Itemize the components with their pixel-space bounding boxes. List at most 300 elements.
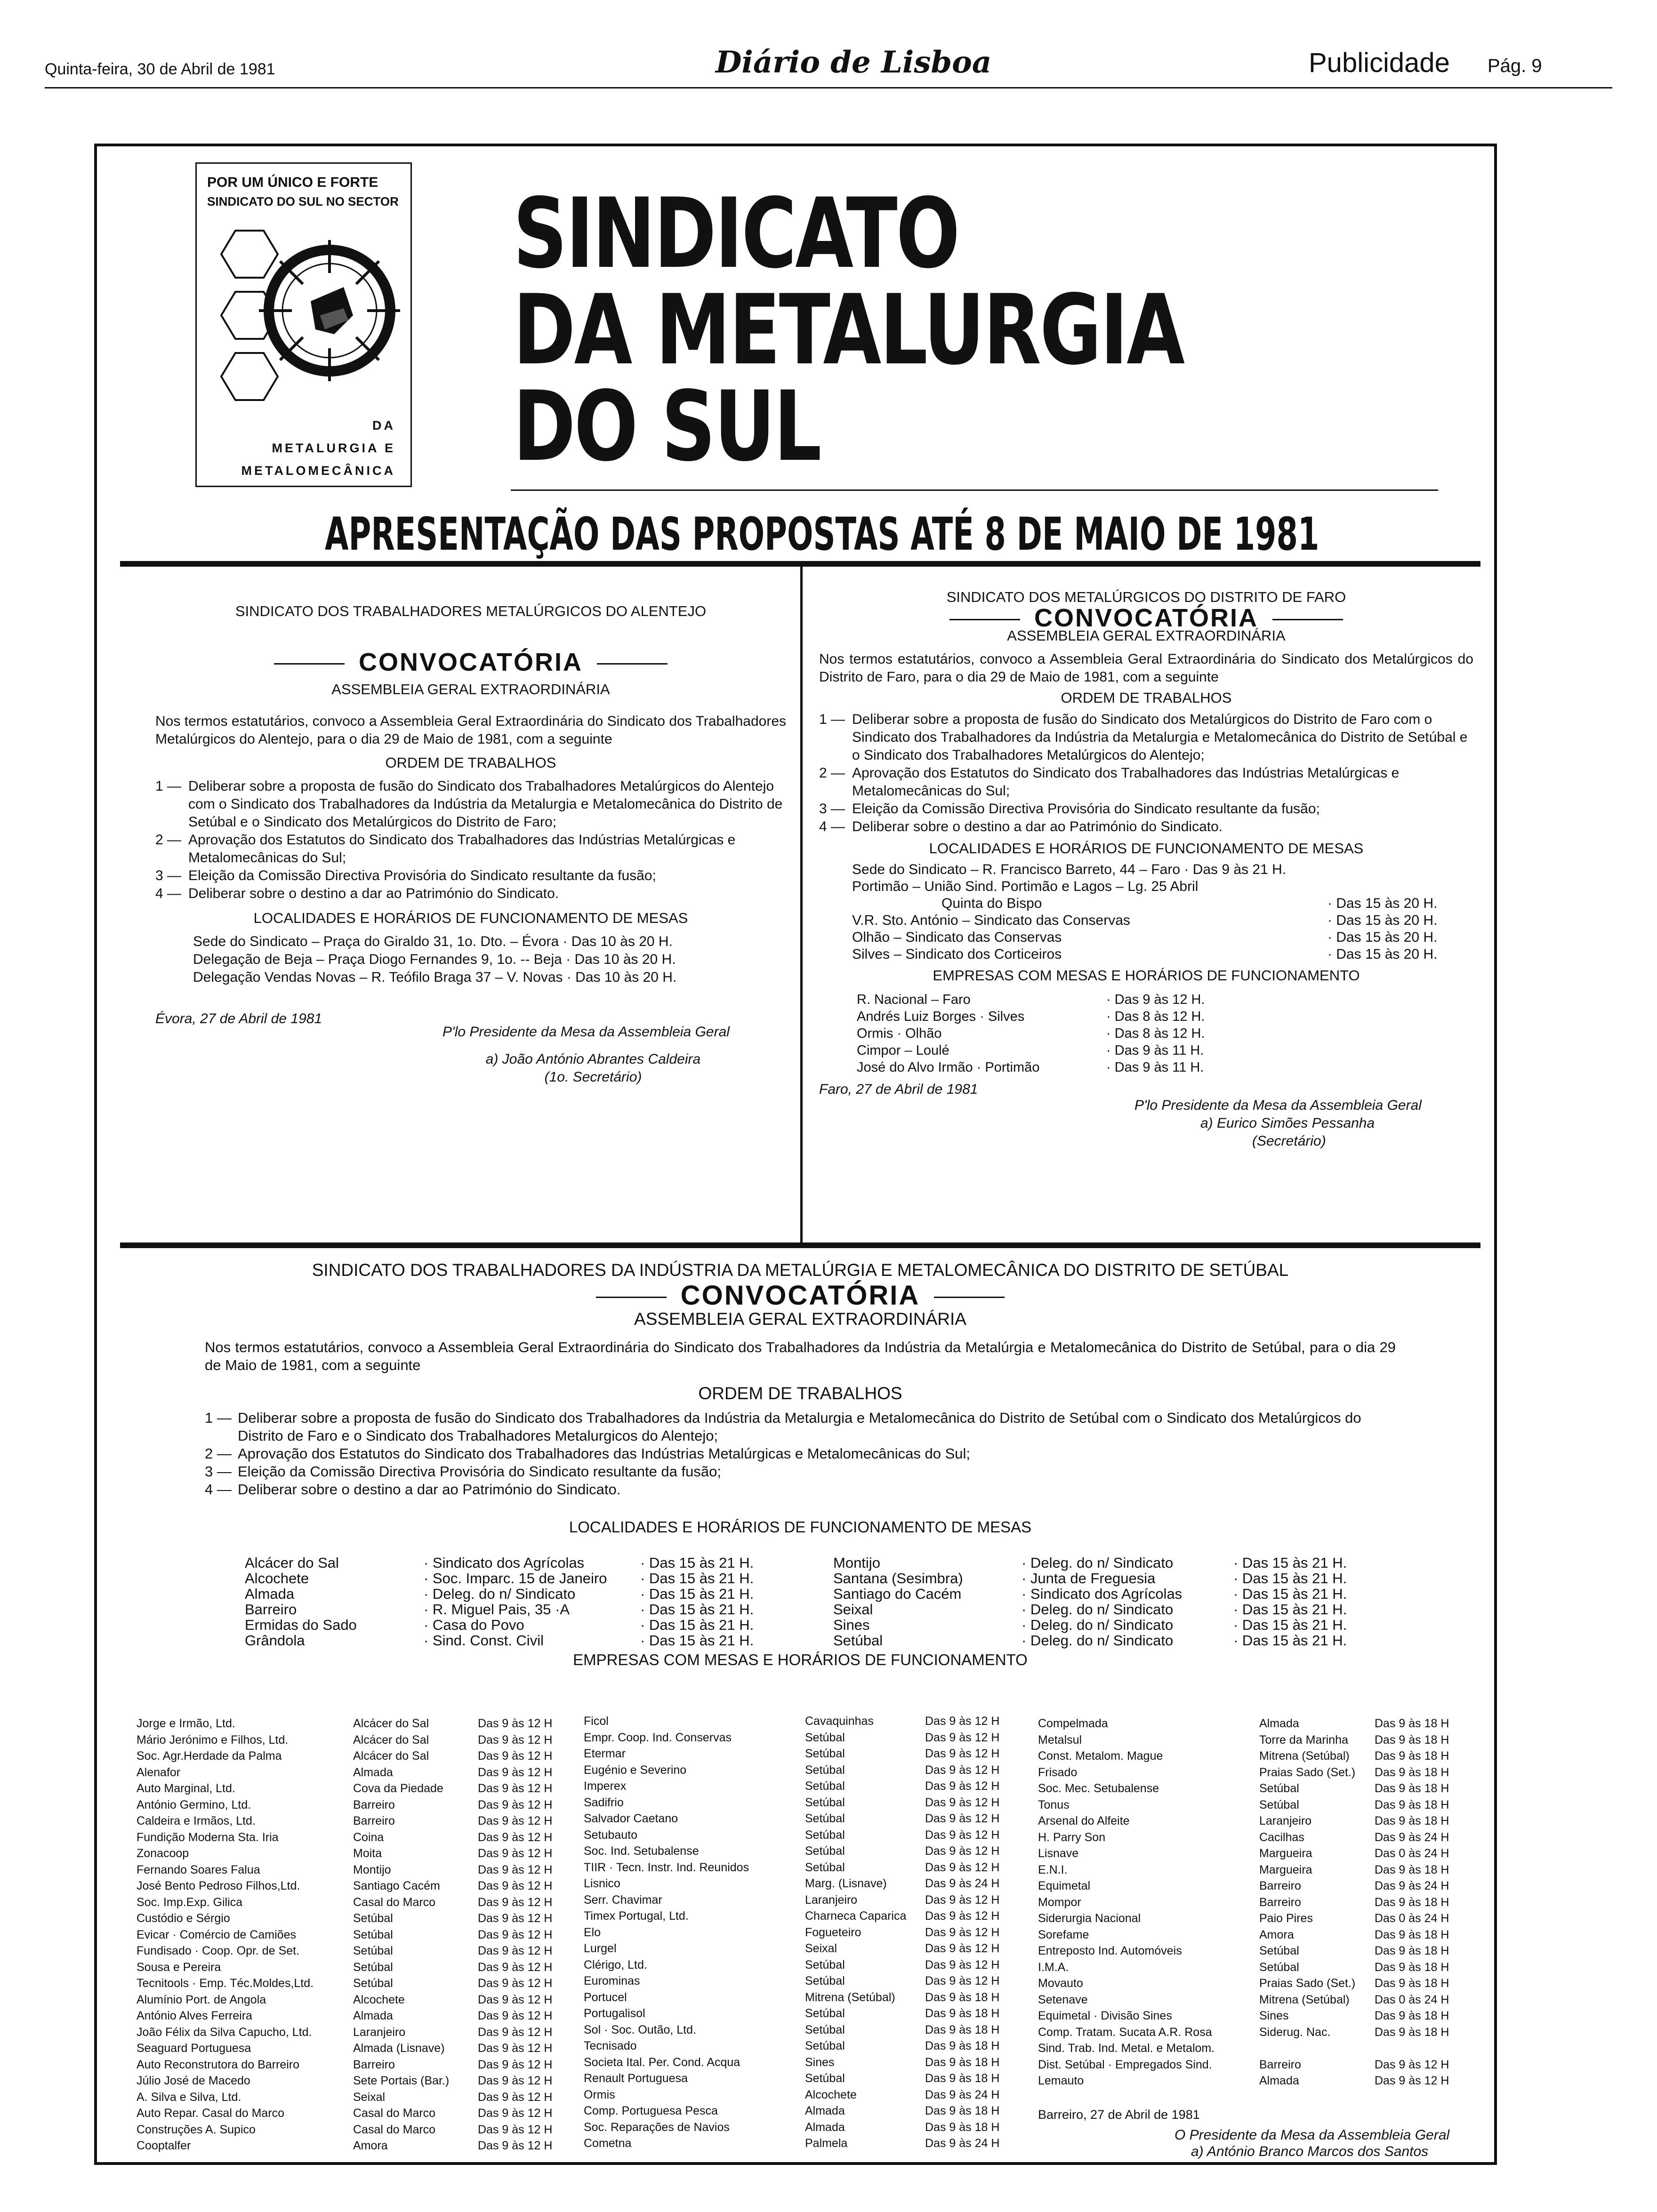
firm-name: Compelmada [1038,1717,1108,1730]
firm-hours: Das 9 às 18 H [925,2023,1000,2036]
agenda-item: 3 — Eleição da Comissão Directiva Provisória do Sindicato resultante da fusão; [155,868,656,883]
firm-hours: Das 9 às 18 H [1375,1782,1449,1795]
setubal-firms-col3 [1038,1715,1469,2089]
place-row: Olhão – Sindicato das Conservas · Das 15 às 20 H. [852,930,1438,945]
setubal-notice [120,1261,1480,1669]
firm-hours: Das 9 às 18 H [1375,2025,1449,2039]
place-row: Alcochete · Soc. Imparc. 15 de Janeiro · Das 15 às 21 H. [245,1570,754,1587]
firm-name: Seaguard Portuguesa [137,2042,251,2055]
firm-name: Salvador Caetano [584,1812,678,1825]
firm-location: Alcácer do Sal [353,1749,429,1763]
firm-location: Mitrena (Setúbal) [805,1990,895,2004]
firm-name: E.N.I. [1038,1863,1068,1876]
firm-hours: Das 9 às 12 H [478,1960,553,1974]
firm-hours: Das 9 às 12 H [925,1909,1000,1923]
firm-hours: Das 9 às 12 H [478,1863,553,1876]
firm-name: Portugalisol [584,2007,645,2020]
place-row: Barreiro · R. Miguel Pais, 35 ·A · Das 15 às 21 H. [245,1601,754,1618]
firm-name: H. Parry Son [1038,1830,1106,1844]
setubal-places-left [245,1555,833,1648]
firm-row [584,1795,1019,1811]
firm-hours: Das 9 às 12 H [478,1944,553,1957]
setubal-firms-col1 [137,1715,572,2154]
firm-hours: Das 9 às 12 H [478,1782,553,1795]
firm-row [584,1713,1019,1730]
place-row: Quinta do Bispo · Das 15 às 20 H. [941,896,1438,911]
firm-row [584,2135,1019,2152]
firm-hours: Das 9 às 12 H [478,1798,553,1811]
firm-row [584,2103,1019,2119]
firm-location: Amora [353,2139,388,2152]
firm-location: Margueira [1259,1847,1312,1860]
firm-row [1038,1780,1469,1797]
firm-hours: Das 9 às 18 H [1375,1944,1449,1957]
firm-hours: Das 9 às 12 H [478,1928,553,1941]
firm-location: Amora [1259,1928,1294,1941]
firm-name: Ormis [584,2088,615,2101]
firm-hours: Das 9 às 18 H [925,2104,1000,2117]
setubal-firms-title: EMPRESAS COM MESAS E HORÁRIOS DE FUNCIONAMENTO [573,1651,1028,1668]
firm-row [584,1908,1019,1924]
firm-location: Setúbal [805,2039,845,2052]
setubal-places-right [833,1555,1375,1648]
firm-row [1038,1959,1469,1976]
firm-hours: Das 9 às 18 H [1375,1733,1449,1747]
firm-name: Empr. Coop. Ind. Conservas [584,1731,732,1744]
firm-location: Coina [353,1830,384,1844]
firm-row [584,2022,1019,2038]
firm-row [584,1957,1019,1973]
firm-row [1038,1748,1469,1764]
firm-hours: Das 9 às 18 H [1375,1863,1449,1876]
firm-name: Lisnave [1038,1847,1079,1860]
firm-hours: Das 9 às 12 H [478,2139,553,2152]
firm-location: Alcácer do Sal [353,1733,429,1747]
masthead: Diário de Lisboa [716,45,992,80]
ad-title [513,178,1183,483]
firm-name: Mompor [1038,1895,1081,1909]
firm-hours: Das 9 às 18 H [925,2072,1000,2085]
logo-top-line2: SINDICATO DO SUL NO SECTOR [207,194,399,208]
alentejo-places-title: LOCALIDADES E HORÁRIOS DE FUNCIONAMENTO DE MESAS [253,910,688,926]
title-line1: SINDICATO [513,178,959,290]
firm-hours: Das 9 às 12 H [478,1814,553,1827]
firm-location: Setúbal [805,1812,845,1825]
firm-location: Paio Pires [1259,1912,1313,1925]
firm-row [137,2105,572,2122]
place-row: Almada · Deleg. do n/ Sindicato · Das 15 às 21 H. [245,1586,754,1602]
firm-hours: Das 9 às 12 H [925,1795,1000,1809]
firm-name: Zonacoop [137,1847,189,1860]
firm-hours: Das 9 às 18 H [1375,1717,1449,1730]
firm-row [1038,1813,1469,1829]
firm-name: Alumínio Port. de Angola [137,1993,266,2006]
firm-row [137,1894,572,1911]
firm-name: Auto Reconstrutora do Barreiro [137,2058,300,2071]
firm-hours: Das 9 às 18 H [1375,1798,1449,1811]
firm-row [584,1892,1019,1908]
firm-location: Casal do Marco [353,2107,436,2120]
firm-location: Torre da Marinha [1259,1733,1348,1747]
firm-row [584,1778,1019,1795]
firm-hours: Das 9 às 24 H [925,2088,1000,2101]
firm-hours: Das 9 às 12 H [478,2090,553,2104]
firm-location: Almada (Lisnave) [353,2042,445,2055]
firm-location: Setúbal [805,1795,845,1809]
firm-name: Sadifrio [584,1795,624,1809]
firm-location: Setúbal [1259,1960,1299,1974]
firm-hours: Das 9 às 24 H [1375,1830,1449,1844]
firm-row [584,2005,1019,2022]
place-row: Sede do Sindicato – R. Francisco Barreto, 44 – Faro · Das 9 às 21 H. [852,862,1287,877]
firm-row [1038,1764,1469,1781]
firm-name: João Félix da Silva Capucho, Ltd. [137,2025,312,2039]
firm-name: Sind. Trab. Ind. Metal. e Metalom. [1038,2042,1215,2055]
firm-location: Praias Sado (Set.) [1259,1765,1356,1779]
firm-row [137,1943,572,1959]
firm-location: Fogueteiro [805,1925,861,1939]
firm-hours: Das 9 às 18 H [1375,1749,1449,1763]
firm-location: Setúbal [805,2072,845,2085]
place-row: Montijo · Deleg. do n/ Sindicato · Das 15 às 21 H. [833,1555,1347,1571]
firm-name: Movauto [1038,1977,1083,1990]
firm-location: Setúbal [805,1958,845,1972]
firm-row [584,1811,1019,1827]
firm-row: Cimpor – Loulé · Das 9 às 11 H. [857,1043,1204,1058]
firm-name: Imperex [584,1779,627,1793]
faro-firms [857,991,1205,1076]
header-rule [45,87,1612,88]
firm-name: António Germino, Ltd. [137,1798,251,1811]
firm-location: Setúbal [805,1974,845,1988]
firm-location: Seixal [805,1942,837,1955]
firm-row: R. Nacional – Faro · Das 9 às 12 H. [857,992,1205,1007]
firm-hours: Das 9 às 18 H [925,2007,1000,2020]
place-row: Alcácer do Sal · Sindicato dos Agrícolas · Das 15 às 21 H. [245,1555,754,1571]
firm-name: Lisnico [584,1877,620,1890]
place-row: Sines · Deleg. do n/ Sindicato · Das 15 às 21 H. [833,1617,1347,1633]
agenda-item: 2 — Aprovação dos Estatutos do Sindicato dos Trabalhadores das Indústrias Metalúrgicas e Metalomecânicas do Sul; [819,765,1400,799]
faro-firms-title: EMPRESAS COM MESAS E HORÁRIOS DE FUNCIONAMENTO [933,967,1360,984]
logo-bottom-text [198,414,395,482]
firm-location: Alcochete [805,2088,857,2101]
firm-location: Sete Portais (Bar.) [353,2074,450,2087]
firm-location: Casal do Marco [353,2123,436,2136]
firm-row [137,1910,572,1927]
title-rule [511,489,1438,491]
firm-location: Almada [1259,1717,1299,1730]
firm-hours: Das 0 às 24 H [1375,1847,1449,1860]
firm-hours: Das 9 às 12 H [478,1717,553,1730]
firm-hours: Das 9 às 18 H [925,1990,1000,2004]
firm-location: Laranjeiro [805,1893,858,1907]
firm-name: Sorefame [1038,1928,1089,1941]
firm-location: Montijo [353,1863,391,1876]
agenda-item: 3 — Eleição da Comissão Directiva Provisória do Sindicato resultante da fusão; [819,801,1320,817]
logo-top-text [207,173,405,211]
firm-row [1038,2073,1469,2089]
place-row: Ermidas do Sado · Casa do Povo · Das 15 às 21 H. [245,1617,754,1633]
firm-hours: Das 0 às 24 H [1375,1912,1449,1925]
faro-agenda [819,711,1473,836]
firm-hours: Das 9 às 12 H [925,1860,1000,1874]
firm-name: Custódio e Sérgio [137,1912,230,1925]
firm-location: Barreiro [353,1814,395,1827]
firm-row [584,1924,1019,1941]
setubal-intro: Nos termos estatutários, convoco a Assembleia Geral Extraordinária do Sindicato dos Trabalhadores da Indústria da Metalúrgia e Metalomecânica do Distrito de Setúbal, para o dia 29 de Maio de 1981, com a seguinte [205,1339,1396,1373]
agenda-item: 4 — Deliberar sobre o destino a dar ao Património do Sindicato. [205,1481,621,1498]
firm-row [584,1762,1019,1779]
firm-location: Setúbal [805,1763,845,1777]
firm-row: Ormis · Olhão · Das 8 às 12 H. [857,1026,1205,1041]
page-number: Pág. 9 [1488,56,1542,76]
setubal-assembly: ASSEMBLEIA GERAL EXTRAORDINÁRIA [634,1309,966,1329]
firm-row [1038,1797,1469,1813]
firm-name: Societa Ital. Per. Cond. Acqua [584,2055,740,2069]
firm-location: Setúbal [353,1960,393,1974]
firm-name: Fundição Moderna Sta. Iria [137,1830,279,1844]
firm-location: Setúbal [353,1928,393,1941]
firm-row [137,1732,572,1748]
firm-row [584,1989,1019,2006]
firm-row [137,1959,572,1976]
setubal-places-title: LOCALIDADES E HORÁRIOS DE FUNCIONAMENTO DE MESAS [569,1518,1032,1536]
firm-row [1038,2057,1469,2073]
setubal-places [245,1555,1480,1648]
firm-location: Setúbal [805,1844,845,1858]
firm-hours: Das 0 às 24 H [1375,1993,1449,2006]
firm-hours: Das 9 às 18 H [1375,1895,1449,1909]
firm-location: Almada [1259,2074,1299,2087]
setubal-agenda-title: ORDEM DE TRABALHOS [698,1384,902,1403]
alentejo-sign1: P'lo Presidente da Mesa da Assembleia Geral [442,1024,730,1040]
alentejo-sign2: a) João António Abrantes Caldeira [485,1051,701,1067]
firm-location: Palmela [805,2137,848,2150]
firm-hours: Das 9 às 12 H [925,1763,1000,1777]
firm-hours: Das 9 às 12 H [925,1974,1000,1988]
firm-location: Barreiro [1259,2058,1301,2071]
firm-hours: Das 9 às 12 H [478,1977,553,1990]
alentejo-date: Évora, 27 de Abril de 1981 [155,1011,322,1026]
firm-row [1038,1732,1469,1748]
firm-hours: Das 9 às 18 H [925,2055,1000,2069]
firm-hours: Das 9 às 24 H [925,1877,1000,1890]
firm-row [137,1829,572,1846]
firm-row [1038,1975,1469,1992]
firm-location: Almada [353,1765,393,1779]
firm-name: Ficol [584,1715,609,1728]
firm-name: Soc. Mec. Setubalense [1038,1782,1159,1795]
logo-top-line1: POR UM ÚNICO E FORTE [207,175,378,190]
firm-name: Fernando Soares Falua [137,1863,260,1876]
firm-name: Tonus [1038,1798,1070,1811]
place-row: Santana (Sesimbra) · Junta de Freguesia · Das 15 às 21 H. [833,1570,1347,1587]
firm-row [1038,1927,1469,1943]
firm-name: Tecnisado [584,2039,637,2052]
place-row: Delegação Vendas Novas – R. Teófilo Braga 37 – V. Novas · Das 10 às 20 H. [193,970,677,985]
firm-row [137,1813,572,1829]
firm-location: Sines [1259,2009,1289,2022]
firm-row [137,1797,572,1813]
firm-row [137,1715,572,1732]
agenda-item: 1 — Deliberar sobre a proposta de fusão do Sindicato dos Metalúrgicos do Distrito de Faro com o Sindicato dos Trabalhadores da Indústria da Metalurgia e Metalomecânica do Distrito de Setúbal e o Sindicato dos Trabalhadores Metalúrgicos do Alentejo; [819,712,1468,763]
firm-name: Tecnitools · Emp. Téc.Moldes,Ltd. [137,1977,314,1990]
firm-name: Arsenal do Alfeite [1038,1814,1130,1827]
firm-name: Comp. Tratam. Sucata A.R. Rosa [1038,2025,1212,2039]
firm-hours: Das 9 às 12 H [478,2074,553,2087]
firm-name: Dist. Setúbal · Empregados Sind. [1038,2058,1212,2071]
section-name: Publicidade [1309,48,1450,78]
firm-location: Sines [805,2055,835,2069]
firm-row [584,1875,1019,1892]
firm-name: Elo [584,1925,601,1939]
firm-hours: Das 9 às 18 H [1375,1977,1449,1990]
firm-row [1038,2040,1469,2057]
firm-location: Setúbal [1259,1944,1299,1957]
firm-row [584,2070,1019,2087]
firm-location: Setúbal [805,1747,845,1760]
firm-name: Caldeira e Irmãos, Ltd. [137,1814,256,1827]
firm-location: Mitrena (Setúbal) [1259,1749,1350,1763]
firm-row [137,2122,572,2138]
firm-row [137,1927,572,1943]
firm-name: Soc. Ind. Setubalense [584,1844,699,1858]
faro-places-title: LOCALIDADES E HORÁRIOS DE FUNCIONAMENTO DE MESAS [929,840,1364,857]
firm-row [1038,1715,1469,1732]
firm-row: José do Alvo Irmão · Portimão · Das 9 às 11 H. [857,1060,1204,1075]
firm-hours: Das 9 às 12 H [925,1715,1000,1728]
firm-name: Comp. Portuguesa Pesca [584,2104,718,2117]
firm-location: Setúbal [353,1912,393,1925]
alentejo-heading-text: CONVOCATÓRIA [359,648,583,676]
firm-hours: Das 9 às 12 H [925,1942,1000,1955]
firm-hours: Das 9 às 12 H [478,1879,553,1892]
firm-row [584,1827,1019,1843]
firm-name: Siderurgia Nacional [1038,1912,1141,1925]
firm-location: Cova da Piedade [353,1782,443,1795]
firm-row [1038,2008,1469,2024]
firm-row [1038,1894,1469,1911]
faro-agenda-title: ORDEM DE TRABALHOS [1061,689,1232,706]
firm-row [584,2038,1019,2054]
firm-hours: Das 9 às 12 H [1375,2058,1449,2071]
firm-hours: Das 9 às 12 H [478,1749,553,1763]
firm-location: Almada [805,2120,845,2134]
firm-row [1038,1910,1469,1927]
firm-hours [1375,2040,1469,2057]
firm-location: Setúbal [805,1779,845,1793]
firm-name: Jorge e Irmão, Ltd. [137,1717,235,1730]
firm-row [137,1780,572,1797]
setubal-agenda [205,1409,1386,1499]
faro-sign3: (Secretário) [1252,1133,1326,1149]
firm-row [584,2119,1019,2136]
place-row: Silves – Sindicato dos Corticeiros · Das 15 às 20 H. [852,946,1438,962]
firm-row [1038,1943,1469,1959]
firm-location: Marg. (Lisnave) [805,1877,887,1890]
firm-row [1038,2024,1469,2041]
firm-location: Setúbal [353,1977,393,1990]
firm-name: Auto Marginal, Ltd. [137,1782,235,1795]
firm-hours: Das 9 às 12 H [478,2058,553,2071]
firm-name: Soc. Agr.Herdade da Palma [137,1749,282,1763]
firm-name: Etermar [584,1747,626,1760]
logo-bottom-line3: METALOMECÂNICA [241,464,395,478]
alentejo-notice [155,602,786,1086]
firm-row [137,1764,572,1781]
firm-name: Const. Metalom. Mague [1038,1749,1163,1763]
firm-row [1038,1992,1469,2008]
firm-row [584,1940,1019,1957]
place-row: Delegação de Beja – Praça Diogo Fernandes 9, 1o. -- Beja · Das 10 às 20 H. [193,952,676,967]
firm-hours: Das 9 às 12 H [1375,2074,1449,2087]
firm-hours: Das 9 às 12 H [925,1812,1000,1825]
faro-sign2: a) Eurico Simões Pessanha [1200,1115,1375,1131]
firm-name: Fundisado · Coop. Opr. de Set. [137,1944,300,1957]
firm-location: Alcochete [353,1993,405,2006]
firm-row [137,2089,572,2106]
firm-name: Cometna [584,2137,632,2150]
firm-location: Setúbal [805,2023,845,2036]
firm-name: Auto Repar. Casal do Marco [137,2107,285,2120]
firm-name: Frisado [1038,1765,1078,1779]
firm-location: Setúbal [805,1731,845,1744]
firm-location: Barreiro [1259,1879,1301,1892]
title-line2: DA METALURGIA [513,274,1183,386]
place-row: Setúbal · Deleg. do n/ Sindicato · Das 15 às 21 H. [833,1632,1347,1649]
alentejo-intro: Nos termos estatutários, convoco a Assembleia Geral Extraordinária do Sindicato dos Trabalhadores Metalúrgicos do Alentejo, para o dia 29 de Maio de 1981, com a seguinte [155,713,786,747]
firm-location: Almada [353,2009,393,2022]
setubal-heading [120,1281,1480,1310]
firm-location: Laranjeiro [353,2025,406,2039]
place-row: Seixal · Deleg. do n/ Sindicato · Das 15 às 21 H. [833,1601,1347,1618]
logo-bottom-line2: METALURGIA E [272,441,395,455]
alentejo-agenda [155,777,786,903]
logo-bottom-line1: DA [372,418,395,433]
place-row: Grândola · Sind. Const. Civil · Das 15 às 21 H. [245,1632,754,1649]
firm-name: I.M.A. [1038,1960,1069,1974]
firm-name: Entreposto Ind. Automóveis [1038,1944,1182,1957]
firm-location: Almada [805,2104,845,2117]
firm-location: Setúbal [1259,1798,1299,1811]
firm-row [137,1992,572,2008]
firm-hours: Das 9 às 18 H [1375,1765,1449,1779]
agenda-item: 1 — Deliberar sobre a proposta de fusão do Sindicato dos Trabalhadores Metalúrgicos do Alentejo com o Sindicato dos Trabalhadores da Indústria da Metalurgia e Metalomecânica do Distrito de Setúbal e o Sindicato dos Metalúrgicos do Distrito de Faro; [155,778,783,830]
faro-sign1: P'lo Presidente da Mesa da Assembleia Geral [1134,1098,1422,1113]
firm-row [1038,1829,1469,1846]
setubal-date: Barreiro, 27 de Abril de 1981 [1038,2108,1200,2122]
firm-name: José Bento Pedroso Filhos,Ltd. [137,1879,300,1892]
firm-location: Mitrena (Setúbal) [1259,1993,1350,2006]
firm-location: Charneca Caparica [805,1909,907,1923]
firm-name: Evicar · Comércio de Camiões [137,1928,296,1941]
firm-hours: Das 9 às 18 H [1375,1928,1449,1941]
alentejo-agenda-title: ORDEM DE TRABALHOS [385,754,556,771]
firm-name: Mário Jerónimo e Filhos, Ltd. [137,1733,289,1747]
firm-location: Margueira [1259,1863,1312,1876]
faro-places [852,861,1437,963]
firm-hours: Das 9 às 12 H [478,1847,553,1860]
firm-hours: Das 9 às 12 H [925,1731,1000,1744]
firm-name: Equimetal · Divisão Sines [1038,2009,1172,2022]
firm-location: Barreiro [353,2058,395,2071]
firm-location: Laranjeiro [1259,1814,1312,1827]
firm-hours: Das 9 às 12 H [925,1779,1000,1793]
firm-hours: Das 9 às 12 H [478,2123,553,2136]
agenda-item: 3 — Eleição da Comissão Directiva Provisória do Sindicato resultante da fusão; [205,1463,721,1480]
firm-name: A. Silva e Silva, Ltd. [137,2090,241,2104]
faro-date: Faro, 27 de Abril de 1981 [819,1082,978,1097]
